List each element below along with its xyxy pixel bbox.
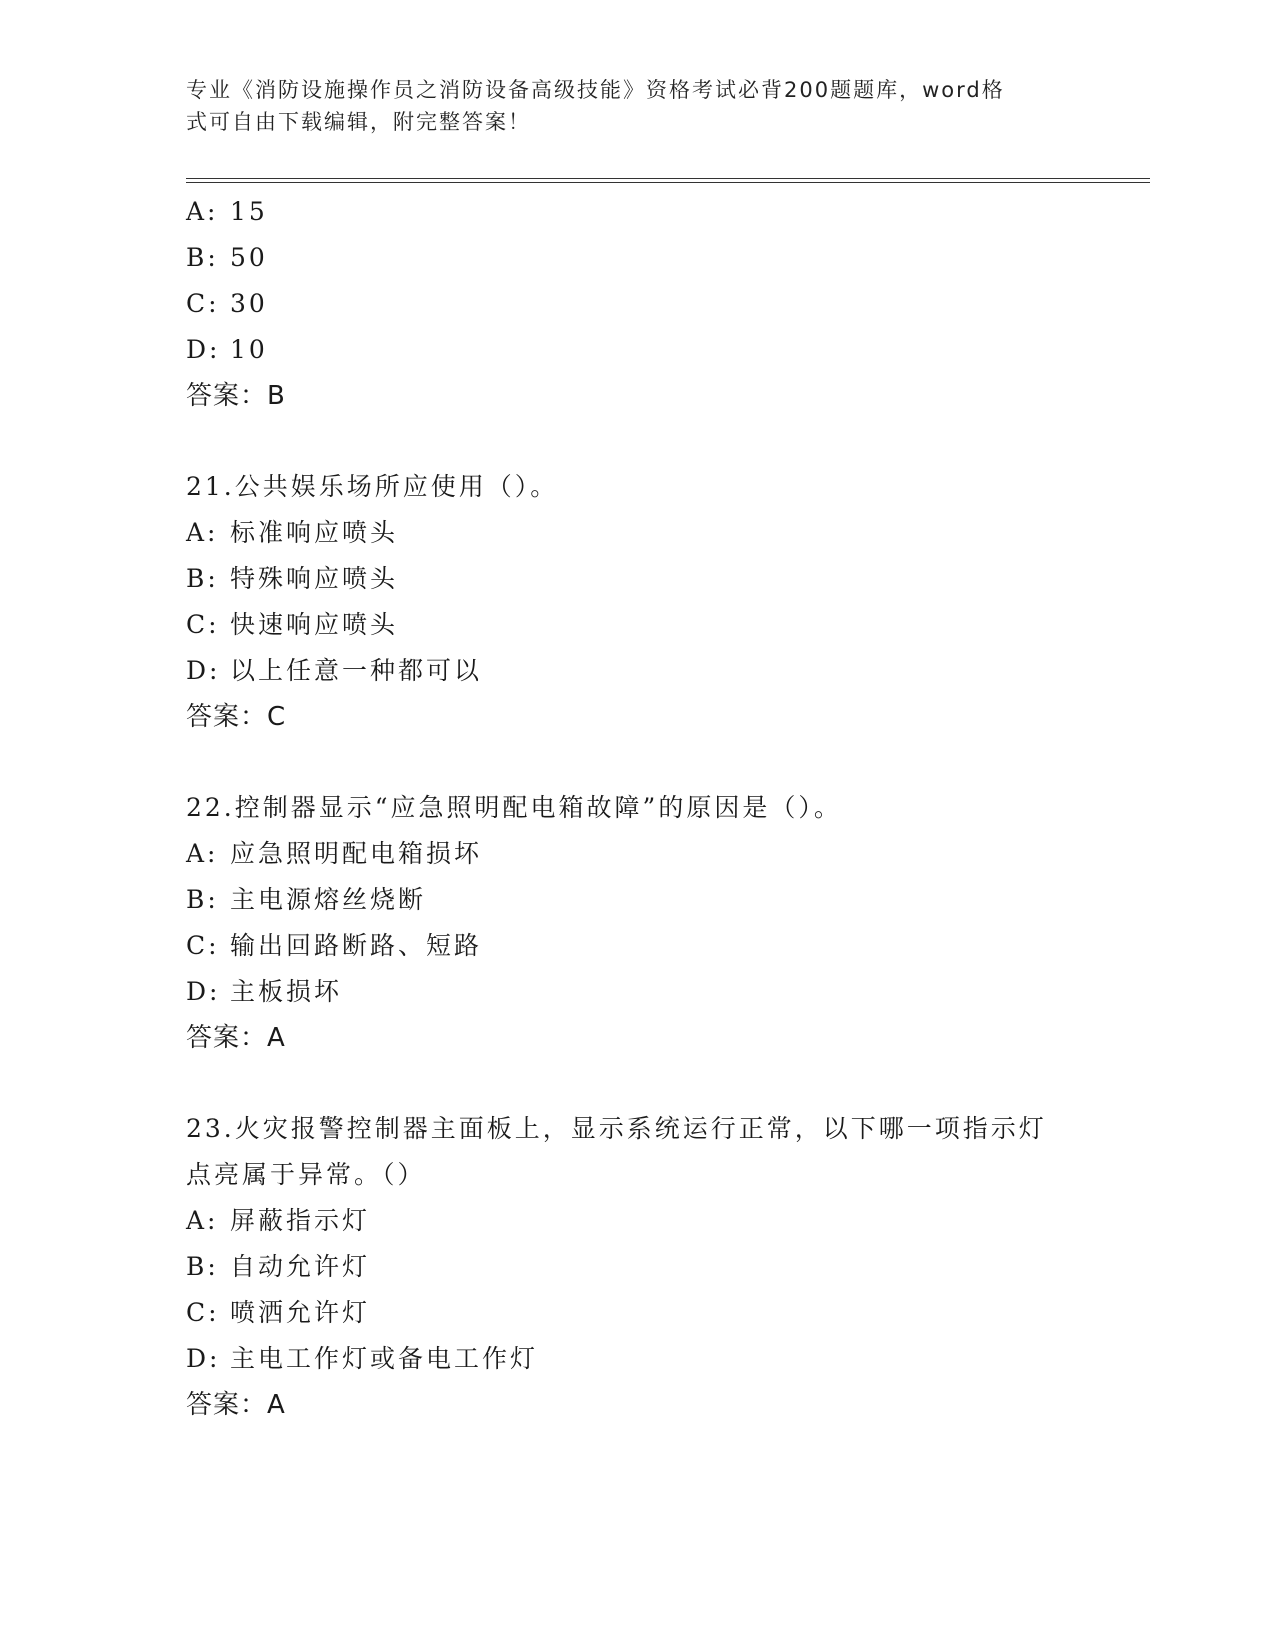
option-text: 特殊响应喷头 bbox=[230, 564, 399, 593]
option-text: 主电源熔丝烧断 bbox=[230, 885, 427, 914]
document-header bbox=[186, 74, 1066, 138]
option-c bbox=[186, 281, 1086, 327]
option-b bbox=[186, 877, 1086, 923]
option-b bbox=[186, 1244, 1086, 1290]
option-d bbox=[186, 327, 1086, 373]
option-text: 主电工作灯或备电工作灯 bbox=[230, 1344, 539, 1373]
header-line-2: 式可自由下载编辑，附完整答案！ bbox=[186, 110, 531, 134]
option-text: 15 bbox=[230, 197, 268, 226]
option-text: 主板损坏 bbox=[230, 977, 343, 1006]
spacer bbox=[186, 419, 1086, 464]
option-key: D: bbox=[186, 335, 221, 364]
option-a bbox=[186, 510, 1086, 556]
answer: 答案：B bbox=[186, 381, 286, 411]
option-text: 应急照明配电箱损坏 bbox=[230, 839, 483, 868]
option-c bbox=[186, 923, 1086, 969]
option-a bbox=[186, 831, 1086, 877]
option-key: B: bbox=[186, 564, 219, 593]
answer: 答案：C bbox=[186, 702, 287, 732]
option-text: 自动允许灯 bbox=[230, 1252, 371, 1281]
option-key: B: bbox=[186, 885, 219, 914]
option-key: C: bbox=[186, 931, 220, 960]
spacer bbox=[186, 740, 1086, 785]
option-text: 输出回路断路、短路 bbox=[230, 931, 483, 960]
header-divider-bottom bbox=[186, 182, 1150, 183]
option-text: 50 bbox=[230, 243, 268, 272]
option-a bbox=[186, 1198, 1086, 1244]
option-key: C: bbox=[186, 610, 220, 639]
option-key: B: bbox=[186, 1252, 219, 1281]
option-c bbox=[186, 602, 1086, 648]
option-text: 喷洒允许灯 bbox=[230, 1298, 371, 1327]
option-key: D: bbox=[186, 1344, 221, 1373]
question-21-block bbox=[186, 464, 1086, 740]
question-23-block bbox=[186, 1106, 1086, 1428]
option-c bbox=[186, 1290, 1086, 1336]
answer: 答案：A bbox=[186, 1023, 286, 1053]
question-text: 22.控制器显示“应急照明配电箱故障”的原因是（）。 bbox=[186, 793, 842, 822]
answer: 答案：A bbox=[186, 1390, 286, 1420]
option-a bbox=[186, 189, 1086, 235]
option-key: A: bbox=[186, 1206, 219, 1235]
option-text: 30 bbox=[230, 289, 268, 318]
option-text: 以上任意一种都可以 bbox=[230, 656, 483, 685]
option-key: D: bbox=[186, 977, 221, 1006]
option-key: D: bbox=[186, 656, 221, 685]
option-key: B: bbox=[186, 243, 219, 272]
option-b bbox=[186, 556, 1086, 602]
option-text: 快速响应喷头 bbox=[230, 610, 399, 639]
option-key: C: bbox=[186, 289, 220, 318]
spacer bbox=[186, 1061, 1086, 1106]
header-divider-top bbox=[186, 178, 1150, 179]
question-text-line-2: 点亮属于异常。（） bbox=[186, 1160, 426, 1189]
option-d bbox=[186, 648, 1086, 694]
question-20-block bbox=[186, 189, 1086, 419]
option-key: A: bbox=[186, 839, 219, 868]
option-text: 标准响应喷头 bbox=[230, 518, 399, 547]
question-22-block bbox=[186, 785, 1086, 1061]
option-key: A: bbox=[186, 197, 219, 226]
question-text: 21.公共娱乐场所应使用（）。 bbox=[186, 472, 559, 501]
question-text-line-1: 23.火灾报警控制器主面板上，显示系统运行正常，以下哪一项指示灯 bbox=[186, 1114, 1047, 1143]
option-d bbox=[186, 969, 1086, 1015]
question-list bbox=[186, 189, 1086, 1428]
option-b bbox=[186, 235, 1086, 281]
option-d bbox=[186, 1336, 1086, 1382]
option-key: A: bbox=[186, 518, 219, 547]
header-line-1: 专业《消防设施操作员之消防设备高级技能》资格考试必背200题题库，word格 bbox=[186, 78, 1005, 102]
option-text: 屏蔽指示灯 bbox=[230, 1206, 371, 1235]
option-text: 10 bbox=[230, 335, 268, 364]
option-key: C: bbox=[186, 1298, 220, 1327]
